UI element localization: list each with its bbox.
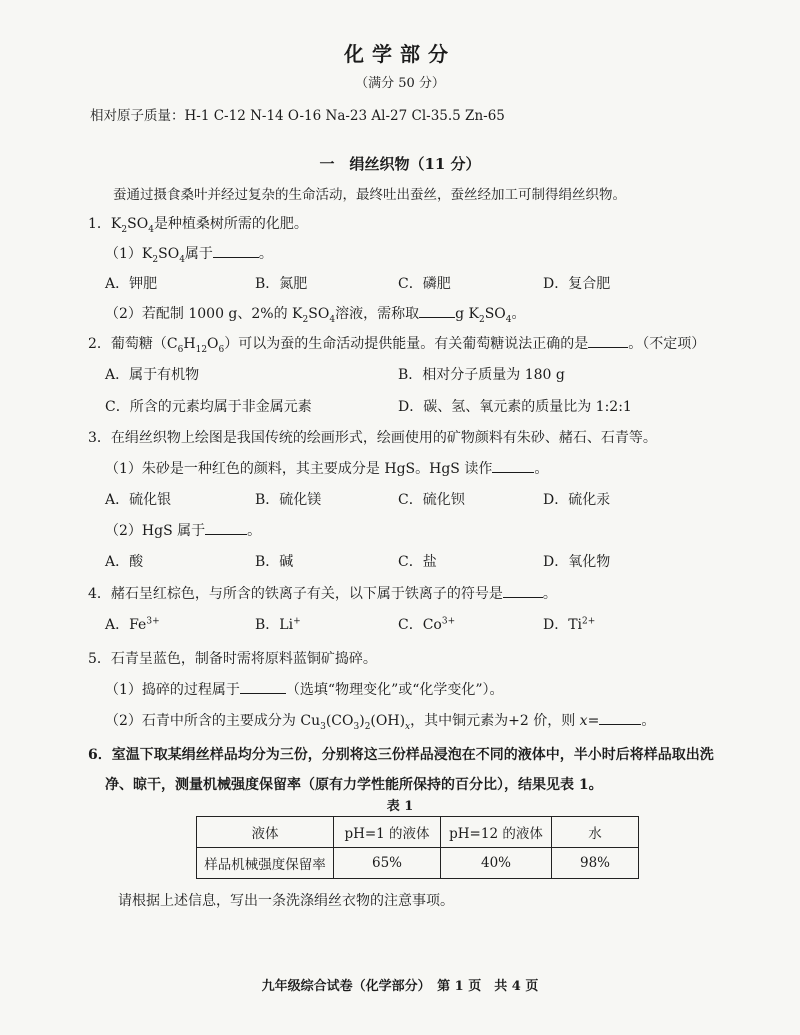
q2-number: 2． <box>88 336 111 352</box>
q5-part1 <box>105 679 504 699</box>
q1-text: SO <box>127 216 149 232</box>
variable-x: x <box>579 713 588 729</box>
table-row <box>197 848 639 879</box>
page-footer: 九年级综合试卷（化学部分） 第 1 页 共 4 页 <box>261 979 539 994</box>
answer-blank[interactable] <box>240 679 286 694</box>
q1-stem <box>88 213 308 235</box>
sub: 2 <box>478 314 485 325</box>
q1-option-a[interactable]: A．钾肥 <box>105 276 158 292</box>
punct: 。 <box>542 586 557 602</box>
q5-p2-text: (OH) <box>370 713 406 729</box>
q5-p2-text: ) <box>359 713 365 729</box>
sub: 3 <box>353 721 360 732</box>
q3-part2 <box>105 520 261 540</box>
q1-p1-text: 属于 <box>184 246 213 262</box>
punct: 。 <box>534 461 549 477</box>
q1-sub: 4 <box>148 224 154 235</box>
q3-1-option-a[interactable]: A．硫化银 <box>105 492 172 508</box>
sub: 6 <box>218 344 225 355</box>
charge: 2+ <box>582 616 596 627</box>
q6-line1 <box>88 744 714 764</box>
q3-1-option-c[interactable]: C．硫化钡 <box>398 492 465 508</box>
q3-stem <box>88 427 657 447</box>
answer-blank[interactable] <box>213 243 259 258</box>
q3-2-option-b[interactable]: B．碱 <box>255 554 294 570</box>
q1-p2-text: SO <box>484 306 506 322</box>
q5-p2-text: （2）石青中所含的主要成分为 Cu <box>105 713 321 729</box>
sub: 2 <box>364 721 371 732</box>
q4-option-d[interactable] <box>543 614 595 634</box>
sub: 12 <box>195 344 208 355</box>
q2-text: 葡萄糖（C <box>110 336 178 352</box>
sub: 3 <box>320 721 326 732</box>
answer-blank[interactable] <box>205 520 247 535</box>
table-header-cell: pH=12 的液体 <box>441 817 552 848</box>
punct: 。 <box>511 306 526 322</box>
sub: 2 <box>302 314 309 325</box>
q5-number: 5． <box>88 651 111 667</box>
q2-text: ）可以为蚕的生命活动提供能量。有关葡萄糖说法正确的是 <box>224 336 589 352</box>
option-label: A．Fe <box>105 617 147 633</box>
section-heading: 一 绢丝织物（11 分） <box>319 155 481 173</box>
table-cell: 样品机械强度保留率 <box>197 848 334 879</box>
table-cell: 40% <box>441 848 552 879</box>
table-header-cell: 水 <box>552 817 639 848</box>
option-label: C．Co <box>398 617 442 633</box>
q1-p1-text: SO <box>158 246 180 262</box>
q1-part2 <box>105 303 526 325</box>
punct: 。 <box>258 246 273 262</box>
q4-text: 赭石呈红棕色，与所含的铁离子有关，以下属于铁离子的符号是 <box>110 586 503 602</box>
q3-2-option-d[interactable]: D．氧化物 <box>543 554 611 570</box>
q1-text: K <box>110 216 122 232</box>
q5-p2-text: (CO <box>325 713 354 729</box>
q3-2-option-c[interactable]: C．盐 <box>398 554 437 570</box>
sub: 6 <box>177 344 184 355</box>
table-caption: 表 1 <box>386 799 414 814</box>
q3-1-option-b[interactable]: B．硫化镁 <box>255 492 322 508</box>
charge: + <box>293 616 301 627</box>
sub: 2 <box>152 254 159 265</box>
atomic-masses: 相对原子质量：H-1 C-12 N-14 O-16 Na-23 Al-27 Cl-35.5 Zn-65 <box>90 108 505 124</box>
q6-text: 室温下取某绢丝样品均分为三份，分别将这三份样品浸泡在不同的液体中，半小时后将样品取出洗 <box>111 747 714 763</box>
q1-number: 1． <box>88 216 111 232</box>
q5-p1-text: （选填“物理变化”或“化学变化”）。 <box>285 682 504 698</box>
q5-stem <box>88 648 377 668</box>
q4-stem <box>88 583 557 603</box>
page-title: 化学部分 <box>344 42 456 66</box>
sub: 4 <box>505 314 512 325</box>
score-note: （满分 50 分） <box>355 76 445 91</box>
q1-p2-text: 溶液，需称取 <box>335 306 420 322</box>
q1-p2-text: SO <box>308 306 330 322</box>
table-header-cell: 液体 <box>197 817 334 848</box>
charge: 3+ <box>146 616 160 627</box>
q1-p1-text: （1）K <box>105 246 153 262</box>
q1-sub: 2 <box>121 224 128 235</box>
q5-p2-text: ，其中铜元素为+2 价，则 <box>410 713 580 729</box>
q1-p2-text: g K <box>455 306 479 322</box>
q2-option-b[interactable]: B．相对分子质量为 180 g <box>398 367 565 383</box>
table-cell: 98% <box>552 848 639 879</box>
q3-p2-text: （2）HgS 属于 <box>105 523 206 539</box>
answer-blank[interactable] <box>503 583 543 598</box>
q2-option-c[interactable]: C．所含的元素均属于非金属元素 <box>105 399 312 415</box>
q3-number: 3． <box>88 430 111 446</box>
q4-option-c[interactable] <box>398 614 455 634</box>
q5-p1-text: （1）捣碎的过程属于 <box>105 682 240 698</box>
q2-stem <box>88 333 705 355</box>
option-label: D．Ti <box>543 617 583 633</box>
section-intro: 蚕通过摄食桑叶并经过复杂的生命活动，最终吐出蚕丝，蚕丝经加工可制得绢丝织物。 <box>113 187 626 203</box>
answer-blank[interactable] <box>599 710 641 725</box>
q1-text: 是种植桑树所需的化肥。 <box>153 216 308 232</box>
q4-option-a[interactable] <box>105 614 160 634</box>
table-header-row <box>197 817 639 848</box>
q2-text: O <box>207 336 219 352</box>
q6-ask: 请根据上述信息，写出一条洗涤绢丝衣物的注意事项。 <box>118 893 454 909</box>
q6-line2: 净、晾干，测量机械强度保留率（原有力学性能所保持的百分比），结果见表 1。 <box>105 777 603 793</box>
punct: 。 <box>641 713 656 729</box>
q2-option-d[interactable]: D．碳、氢、氧元素的质量比为 1:2:1 <box>398 399 632 415</box>
q4-option-b[interactable] <box>255 614 301 634</box>
q2-text: 。（不定项） <box>628 336 706 352</box>
q3-1-option-d[interactable]: D．硫化汞 <box>543 492 611 508</box>
results-table <box>196 816 639 879</box>
option-label: B．Li <box>255 617 294 633</box>
sub: 4 <box>179 254 185 265</box>
sub: x <box>405 721 411 732</box>
q5-text: 石青呈蓝色，制备时需将原料蓝铜矿捣碎。 <box>110 651 377 667</box>
q1-part1 <box>105 243 273 265</box>
table-header-cell: pH=1 的液体 <box>334 817 441 848</box>
q3-p1-text: （1）朱砂是一种红色的颜料，其主要成分是 HgS。HgS 读作 <box>105 461 493 477</box>
q3-2-option-a[interactable]: A．酸 <box>105 554 144 570</box>
q2-text: H <box>183 336 196 352</box>
charge: 3+ <box>441 616 456 627</box>
equals: = <box>587 713 600 729</box>
q1-p2-text: （2）若配制 1000 g、2%的 K <box>105 306 303 322</box>
q3-part1 <box>105 458 548 478</box>
sub: 4 <box>329 314 336 325</box>
q2-option-a[interactable]: A．属于有机物 <box>105 367 200 383</box>
q4-number: 4． <box>88 586 111 602</box>
q6-number: 6． <box>88 747 112 763</box>
punct: 。 <box>247 523 262 539</box>
q1-option-b[interactable]: B．氮肥 <box>255 276 308 292</box>
table-cell: 65% <box>334 848 441 879</box>
q5-part2 <box>105 710 655 732</box>
answer-blank[interactable] <box>419 303 455 318</box>
q3-text: 在绢丝织物上绘图是我国传统的绘画形式，绘画使用的矿物颜料有朱砂、赭石、石青等。 <box>110 430 657 446</box>
q1-option-d[interactable]: D．复合肥 <box>543 276 611 292</box>
answer-blank[interactable] <box>492 458 534 473</box>
q1-option-c[interactable]: C．磷肥 <box>398 276 451 292</box>
answer-blank[interactable] <box>588 333 628 348</box>
